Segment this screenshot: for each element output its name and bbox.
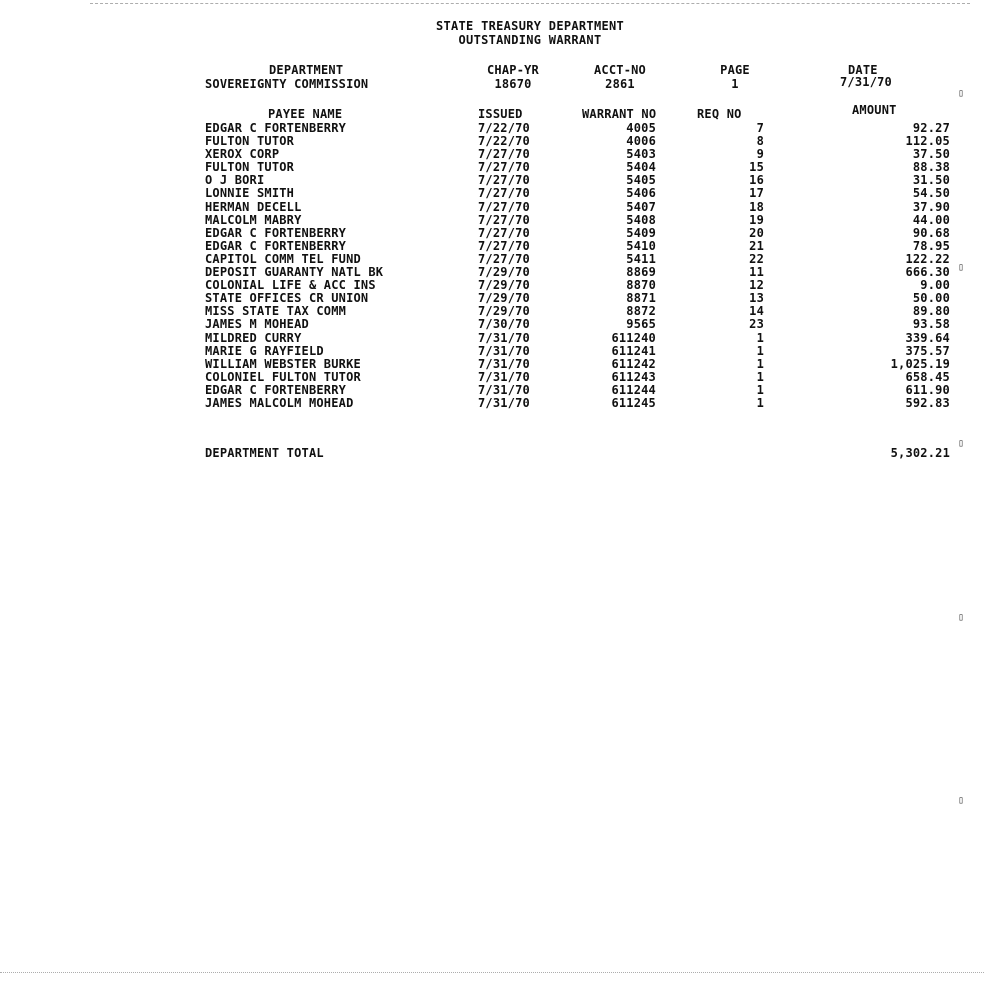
payee-name-cell: HERMAN DECELL [205, 199, 302, 214]
amount-cell: 31.50 [912, 173, 950, 188]
table-row [0, 358, 984, 371]
warrant-number-cell: 611244 [611, 382, 656, 397]
req-number-cell: 1 [756, 382, 764, 397]
column-header-amount: AMOUNT [852, 103, 897, 117]
column-header-req-no: REQ NO [697, 107, 742, 121]
table-row [0, 345, 984, 358]
payee-name-cell: WILLIAM WEBSTER BURKE [205, 356, 361, 371]
table-row [0, 371, 984, 384]
warrant-number-cell: 5411 [626, 251, 656, 266]
amount-cell: 339.64 [905, 330, 950, 345]
warrant-table-body [0, 122, 984, 410]
department-total-label: DEPARTMENT TOTAL [205, 446, 324, 460]
amount-cell: 666.30 [905, 265, 950, 280]
issued-date-cell: 7/31/70 [478, 395, 530, 410]
issued-date-cell: 7/27/70 [478, 147, 530, 162]
amount-cell: 54.50 [912, 186, 950, 201]
payee-name-cell: CAPITOL COMM TEL FUND [205, 251, 361, 266]
warrant-number-cell: 5408 [626, 212, 656, 227]
amount-cell: 592.83 [905, 395, 950, 410]
warrant-number-cell: 5406 [626, 186, 656, 201]
header-subtitle: OUTSTANDING WARRANT [458, 33, 602, 47]
amount-cell: 658.45 [905, 369, 950, 384]
issued-date-cell: 7/27/70 [478, 186, 530, 201]
amount-cell: 37.50 [912, 147, 950, 162]
payee-name-cell: EDGAR C FORTENBERRY [205, 382, 347, 397]
table-row [0, 201, 984, 214]
table-row [0, 397, 984, 410]
warrant-number-cell: 611240 [611, 330, 656, 345]
margin-mark: ▯ [958, 438, 965, 449]
amount-cell: 9.00 [920, 278, 950, 293]
req-number-cell: 16 [749, 173, 764, 188]
value-department: SOVEREIGNTY COMMISSION [205, 77, 369, 91]
req-number-cell: 1 [756, 330, 764, 345]
amount-cell: 611.90 [905, 382, 950, 397]
issued-date-cell: 7/30/70 [478, 317, 530, 332]
payee-name-cell: XEROX CORP [205, 147, 280, 162]
payee-name-cell: FULTON TUTOR [205, 160, 295, 175]
issued-date-cell: 7/31/70 [478, 330, 530, 345]
req-number-cell: 22 [749, 251, 764, 266]
warrant-number-cell: 611245 [611, 395, 656, 410]
req-number-cell: 11 [749, 265, 764, 280]
payee-name-cell: JAMES MALCOLM MOHEAD [205, 395, 354, 410]
label-department: DEPARTMENT [269, 63, 344, 77]
payee-name-cell: EDGAR C FORTENBERRY [205, 238, 347, 253]
amount-cell: 112.05 [905, 134, 950, 149]
warrant-number-cell: 8870 [626, 278, 656, 293]
warrant-number-cell: 4006 [626, 134, 656, 149]
warrant-number-cell: 611243 [611, 369, 656, 384]
amount-cell: 78.95 [912, 238, 950, 253]
payee-name-cell: EDGAR C FORTENBERRY [205, 121, 347, 135]
issued-date-cell: 7/31/70 [478, 369, 530, 384]
req-number-cell: 12 [749, 278, 764, 293]
bottom-edge-line [0, 972, 984, 973]
payee-name-cell: EDGAR C FORTENBERRY [205, 225, 347, 240]
issued-date-cell: 7/22/70 [478, 134, 530, 149]
req-number-cell: 1 [756, 395, 764, 410]
req-number-cell: 19 [749, 212, 764, 227]
req-number-cell: 18 [749, 199, 764, 214]
table-row [0, 240, 984, 253]
margin-mark: ▯ [958, 795, 965, 806]
issued-date-cell: 7/31/70 [478, 382, 530, 397]
warrant-number-cell: 9565 [626, 317, 656, 332]
issued-date-cell: 7/27/70 [478, 160, 530, 175]
top-edge-line [90, 3, 970, 4]
req-number-cell: 14 [749, 304, 764, 319]
table-row [0, 384, 984, 397]
payee-name-cell: DEPOSIT GUARANTY NATL BK [205, 265, 384, 280]
table-row [0, 332, 984, 345]
amount-cell: 1,025.19 [890, 356, 950, 371]
table-row [0, 187, 984, 200]
warrant-number-cell: 5407 [626, 199, 656, 214]
req-number-cell: 9 [756, 147, 764, 162]
payee-name-cell: MISS STATE TAX COMM [205, 304, 347, 319]
warrant-number-cell: 8872 [626, 304, 656, 319]
req-number-cell: 13 [749, 291, 764, 306]
payee-name-cell: O J BORI [205, 173, 265, 188]
value-acct-no: 2861 [605, 77, 635, 91]
table-row [0, 227, 984, 240]
amount-cell: 44.00 [912, 212, 950, 227]
amount-cell: 122.22 [905, 251, 950, 266]
amount-cell: 92.27 [912, 121, 950, 135]
department-total-amount: 5,302.21 [890, 446, 950, 460]
req-number-cell: 1 [756, 369, 764, 384]
table-row [0, 318, 984, 331]
warrant-number-cell: 611242 [611, 356, 656, 371]
warrant-number-cell: 611241 [611, 343, 656, 358]
warrant-number-cell: 5410 [626, 238, 656, 253]
amount-cell: 93.58 [912, 317, 950, 332]
payee-name-cell: LONNIE SMITH [205, 186, 295, 201]
label-chap-yr: CHAP-YR [487, 63, 539, 77]
warrant-number-cell: 4005 [626, 121, 656, 135]
payee-name-cell: MALCOLM MABRY [205, 212, 302, 227]
value-date: 7/31/70 [840, 75, 892, 89]
issued-date-cell: 7/29/70 [478, 278, 530, 293]
warrant-number-cell: 5404 [626, 160, 656, 175]
warrant-number-cell: 5405 [626, 173, 656, 188]
label-acct-no: ACCT-NO [594, 63, 646, 77]
column-header-payee-name: PAYEE NAME [268, 107, 343, 121]
issued-date-cell: 7/29/70 [478, 304, 530, 319]
payee-name-cell: JAMES M MOHEAD [205, 317, 309, 332]
amount-cell: 90.68 [912, 225, 950, 240]
margin-mark: ▯ [958, 262, 965, 273]
amount-cell: 50.00 [912, 291, 950, 306]
req-number-cell: 8 [756, 134, 764, 149]
issued-date-cell: 7/31/70 [478, 356, 530, 371]
table-row [0, 214, 984, 227]
req-number-cell: 15 [749, 160, 764, 175]
issued-date-cell: 7/29/70 [478, 265, 530, 280]
issued-date-cell: 7/31/70 [478, 343, 530, 358]
amount-cell: 37.90 [912, 199, 950, 214]
req-number-cell: 20 [749, 225, 764, 240]
req-number-cell: 23 [749, 317, 764, 332]
amount-cell: 375.57 [905, 343, 950, 358]
margin-mark: ▯ [958, 88, 965, 99]
req-number-cell: 21 [749, 238, 764, 253]
issued-date-cell: 7/27/70 [478, 173, 530, 188]
label-date: DATE [848, 63, 878, 77]
amount-cell: 89.80 [912, 304, 950, 319]
warrant-number-cell: 8869 [626, 265, 656, 280]
issued-date-cell: 7/27/70 [478, 212, 530, 227]
document-header [430, 19, 630, 47]
column-header-issued: ISSUED [478, 107, 523, 121]
req-number-cell: 17 [749, 186, 764, 201]
issued-date-cell: 7/29/70 [478, 291, 530, 306]
value-page: 1 [731, 77, 739, 91]
value-chap-yr: 18670 [494, 77, 532, 91]
req-number-cell: 1 [756, 356, 764, 371]
warrant-number-cell: 8871 [626, 291, 656, 306]
payee-name-cell: STATE OFFICES CR UNION [205, 291, 369, 306]
req-number-cell: 7 [756, 121, 764, 135]
issued-date-cell: 7/27/70 [478, 251, 530, 266]
req-number-cell: 1 [756, 343, 764, 358]
issued-date-cell: 7/27/70 [478, 199, 530, 214]
amount-cell: 88.38 [912, 160, 950, 175]
warrant-number-cell: 5409 [626, 225, 656, 240]
issued-date-cell: 7/27/70 [478, 225, 530, 240]
payee-name-cell: MARIE G RAYFIELD [205, 343, 324, 358]
payee-name-cell: COLONIAL LIFE & ACC INS [205, 278, 376, 293]
column-header-warrant-no: WARRANT NO [582, 107, 657, 121]
header-title: STATE TREASURY DEPARTMENT [435, 19, 625, 33]
warrant-number-cell: 5403 [626, 147, 656, 162]
margin-mark: ▯ [958, 612, 965, 623]
issued-date-cell: 7/22/70 [478, 121, 530, 135]
payee-name-cell: MILDRED CURRY [205, 330, 302, 345]
issued-date-cell: 7/27/70 [478, 238, 530, 253]
payee-name-cell: FULTON TUTOR [205, 134, 295, 149]
label-page: PAGE [720, 63, 750, 77]
payee-name-cell: COLONIEL FULTON TUTOR [205, 369, 361, 384]
